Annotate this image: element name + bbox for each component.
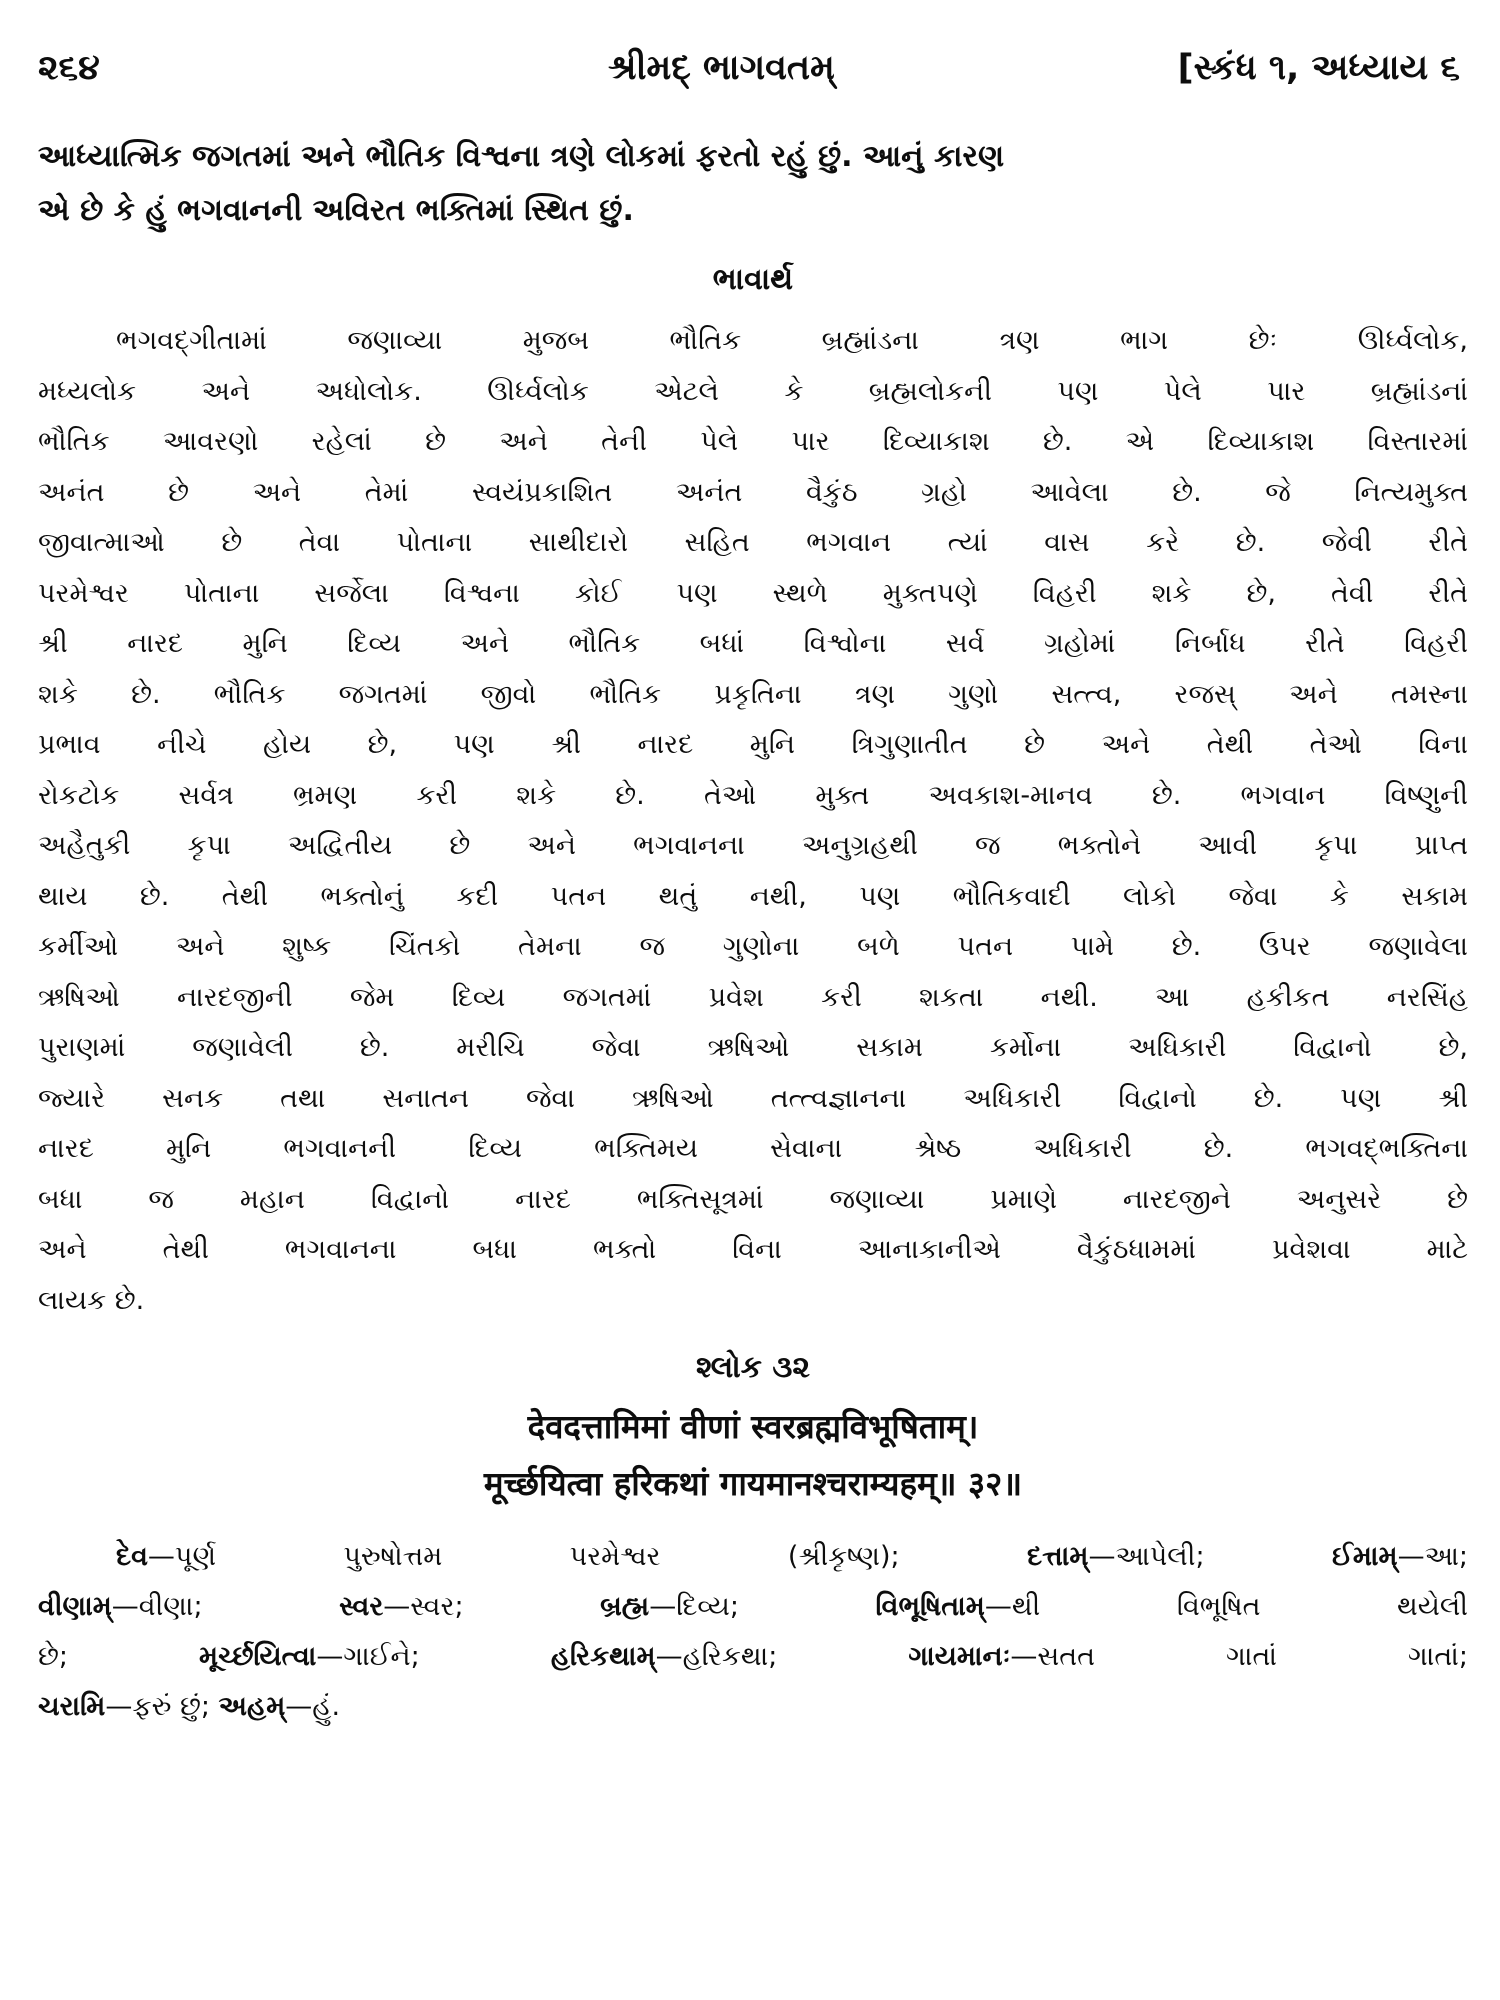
word-meanings bbox=[38, 1532, 1468, 1732]
synonym-meaning: —થી વિભૂષિત થયેલી bbox=[984, 1591, 1468, 1622]
sanskrit-line: मूर्च्छयित्वा हरिकथां गायमानश्चराम्यहम्॥ ३२॥ bbox=[483, 1464, 1023, 1503]
purport-line: જીવાત્માઓ છે તેવા પોતાના સાથીદારો સહિત ભગવાન ત્યાં વાસ કરે છે. જેવી રીતે bbox=[38, 527, 1468, 558]
synonym-word: ગાયમાનઃ bbox=[908, 1641, 1011, 1672]
purport-line: પુરાણમાં જણાવેલી છે. મરીચિ જેવા ઋષિઓ સકામ કર્મોના અધિકારી વિદ્વાનો છે, bbox=[38, 1032, 1468, 1063]
synonym-meaning: —હરિકથા; bbox=[655, 1641, 909, 1672]
synonym-line bbox=[38, 1682, 1468, 1732]
verse-heading: શ્લોક ૩૨ bbox=[695, 1350, 810, 1385]
synonym-word: ઈમામ્ bbox=[1331, 1541, 1398, 1572]
synonym-meaning: છે; bbox=[38, 1641, 200, 1672]
purport-line: ભૌતિક આવરણો રહેલાં છે અને તેની પેલે પાર દિવ્યાકાશ છે. એ દિવ્યાકાશ વિસ્તારમાં bbox=[38, 426, 1468, 457]
synonym-line bbox=[38, 1532, 1468, 1582]
purport-heading: ભાવાર્થ bbox=[712, 262, 794, 297]
purport-line: જ્યારે સનક તથા સનાતન જેવા ઋષિઓ તત્ત્વજ્ઞાનના અધિકારી વિદ્વાનો છે. પણ શ્રી bbox=[38, 1082, 1468, 1114]
synonym-word: ચરામિ bbox=[38, 1691, 106, 1722]
synonym-word: દેવ bbox=[116, 1541, 148, 1572]
synonym-meaning: —આ; bbox=[1397, 1541, 1468, 1572]
section-reference: [સ્કંધ ૧, અધ્યાય ૬ bbox=[1177, 48, 1460, 88]
synonym-word: હરિકથામ્ bbox=[550, 1641, 656, 1672]
synonym-meaning: —વીણા; bbox=[111, 1591, 340, 1622]
purport-line: લાયક છે. bbox=[38, 1284, 145, 1316]
synonym-meaning: —સ્વર; bbox=[383, 1591, 601, 1622]
purport-line: રોકટોક સર્વત્ર ભ્રમણ કરી શકે છે. તેઓ મુક્ત અવકાશ-માનવ છે. ભગવાન વિષ્ણુની bbox=[38, 779, 1468, 811]
sanskrit-verse bbox=[38, 1398, 1468, 1512]
purport-line: ઋષિઓ નારદજીની જેમ દિવ્ય જગતમાં પ્રવેશ કરી શકતા નથી. આ હકીકત નરસિંહ bbox=[38, 981, 1468, 1013]
page-header bbox=[38, 40, 1468, 110]
synonym-word: વિભૂષિતામ્ bbox=[875, 1591, 985, 1622]
purport-text bbox=[38, 316, 1468, 1326]
synonym-meaning: —દિવ્ય; bbox=[649, 1591, 876, 1622]
synonym-word: દત્તામ્ bbox=[1027, 1541, 1089, 1572]
synonym-meaning: —ફરું છું; bbox=[105, 1691, 219, 1722]
translation-line: એ છે કે હું ભગવાનની અવિરત ભક્તિમાં સ્થિત છું. bbox=[38, 193, 634, 228]
synonym-meaning: —પૂર્ણ પુરુષોત્તમ પરમેશ્વર (શ્રીકૃષ્ણ); bbox=[147, 1541, 1028, 1572]
purport-line: ભગવદ્ગીતામાં જણાવ્યા મુજબ ભૌતિક બ્રહ્માંડના ત્રણ ભાગ છેઃ ઊર્ધ્વલોક, bbox=[116, 325, 1468, 356]
translation-line: આધ્યાત્મિક જગતમાં અને ભૌતિક વિશ્વના ત્રણે લોકમાં ફરતો રહું છું. આનું કારણ bbox=[38, 139, 1005, 174]
synonym-line bbox=[38, 1582, 1468, 1632]
purport-line: અહૈતુકી કૃપા અદ્વિતીય છે અને ભગવાનના અનુગ્રહથી જ ભક્તોને આવી કૃપા પ્રાપ્ત bbox=[38, 830, 1468, 861]
purport-line: અનંત છે અને તેમાં સ્વયંપ્રકાશિત અનંત વૈકુંઠ ગ્રહો આવેલા છે. જે નિત્યમુક્ત bbox=[38, 476, 1468, 508]
purport-line: થાય છે. તેથી ભક્તોનું કદી પતન થતું નથી, પણ ભૌતિકવાદી લોકો જેવા કે સકામ bbox=[38, 880, 1468, 912]
book-page bbox=[38, 40, 1468, 1970]
synonym-word: વીણામ્ bbox=[38, 1591, 112, 1622]
book-title: શ્રીમદ્ ભાગવતમ્ bbox=[608, 48, 835, 88]
page-number: ૨૬૪ bbox=[38, 48, 100, 88]
purport-line: કર્મીઓ અને શુષ્ક ચિંતકો તેમના જ ગુણોના બળે પતન પામે છે. ઉપર જણાવેલા bbox=[38, 931, 1468, 962]
purport-line: શ્રી નારદ મુનિ દિવ્ય અને ભૌતિક બધાં વિશ્વોના સર્વ ગ્રહોમાં નિર્બાધ રીતે વિહરી bbox=[38, 628, 1468, 659]
purport-line: બધા જ મહાન વિદ્વાનો નારદ ભક્તિસૂત્રમાં જણાવ્યા પ્રમાણે નારદજીને અનુસરે છે bbox=[38, 1183, 1468, 1215]
synonym-meaning: —સતત ગાતાં ગાતાં; bbox=[1010, 1641, 1468, 1672]
purport-line: શકે છે. ભૌતિક જગતમાં જીવો ભૌતિક પ્રકૃતિના ત્રણ ગુણો સત્ત્વ, રજસ્ અને તમસ્ના bbox=[38, 678, 1468, 710]
synonym-word: સ્વર bbox=[339, 1591, 384, 1622]
purport-line: પરમેશ્વર પોતાના સર્જેલા વિશ્વના કોઈ પણ સ્થળે મુક્તપણે વિહરી શકે છે, તેવી રીતે bbox=[38, 577, 1468, 609]
synonym-meaning: —હું. bbox=[285, 1691, 341, 1722]
purport-line: પ્રભાવ નીચે હોય છે, પણ શ્રી નારદ મુનિ ત્રિગુણાતીત છે અને તેથી તેઓ વિના bbox=[38, 729, 1468, 760]
purport-line: નારદ મુનિ ભગવાનની દિવ્ય ભક્તિમય સેવાના શ્રેષ્ઠ અધિકારી છે. ભગવદ્ભક્તિના bbox=[38, 1133, 1468, 1164]
synonym-meaning: —ગાઈને; bbox=[316, 1641, 551, 1672]
synonym-word: મૂર્ચ્છયિત્વા bbox=[199, 1641, 317, 1672]
sanskrit-line: देवदत्तामिमां वीणां स्वरब्रह्मविभूषिताम्। bbox=[527, 1407, 979, 1446]
synonym-word: અહમ્ bbox=[218, 1691, 286, 1722]
synonym-line bbox=[38, 1632, 1468, 1682]
purport-line: મધ્યલોક અને અધોલોક. ઊર્ધ્વલોક એટલે કે બ્રહ્મલોકની પણ પેલે પાર બ્રહ્માંડનાં bbox=[38, 375, 1468, 407]
synonym-meaning: —આપેલી; bbox=[1088, 1541, 1332, 1572]
verse-translation bbox=[38, 130, 1468, 238]
synonym-word: બ્રહ્મ bbox=[600, 1591, 650, 1622]
purport-line: અને તેથી ભગવાનના બધા ભક્તો વિના આનાકાનીએ વૈકુંઠધામમાં પ્રવેશવા માટે bbox=[38, 1234, 1468, 1265]
